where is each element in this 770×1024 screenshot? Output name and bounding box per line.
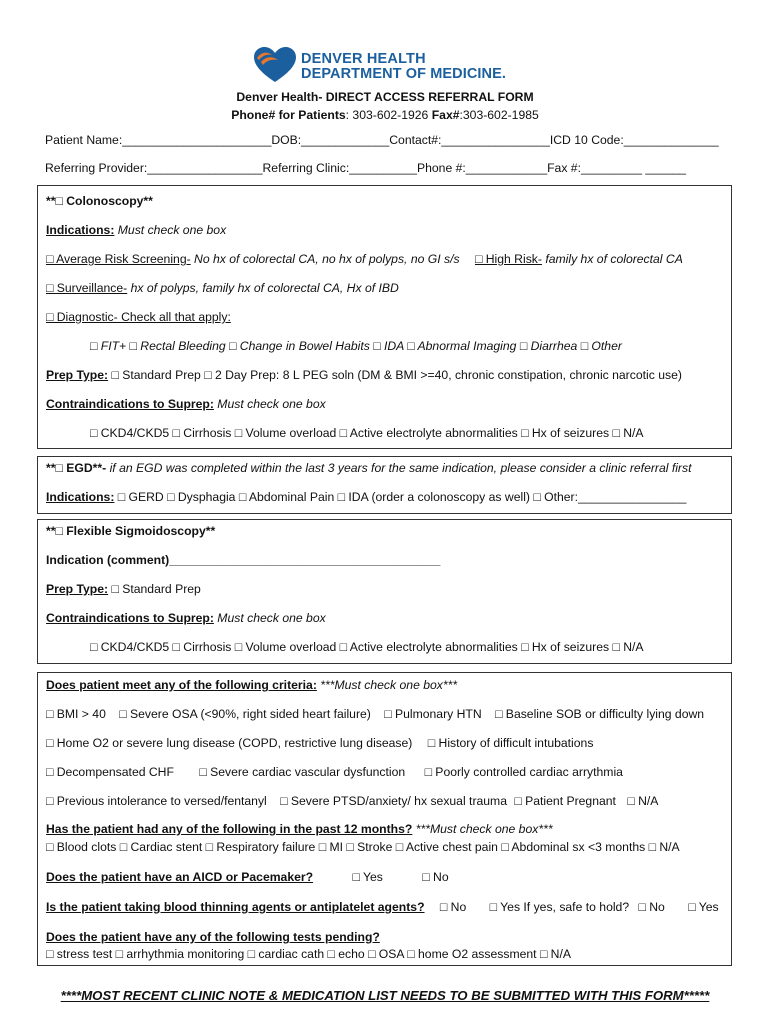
egd-title[interactable]: **□ EGD**- bbox=[46, 461, 107, 475]
egd-note: if an EGD was completed within the last 3 years for the same indication, please consider a clinic referral first bbox=[106, 461, 692, 475]
egd-indications-label: Indications: bbox=[46, 490, 115, 504]
average-risk-checkbox[interactable]: □ Average Risk Screening- bbox=[46, 252, 191, 266]
colonoscopy-contra-options[interactable]: □ CKD4/CKD5 □ Cirrhosis □ Volume overload □ Active electrolyte abnormalities □ Hx of seizures □ N/A bbox=[90, 426, 644, 440]
past-12-months-options[interactable]: □ Blood clots □ Cardiac stent □ Respiratory failure □ MI □ Stroke □ Active chest pain □ Abdominal sx <3 months □ N/A bbox=[46, 840, 680, 854]
fax-value: :303-602-1985 bbox=[459, 108, 539, 122]
tests-pending-question: Does the patient have any of the following tests pending? bbox=[46, 930, 380, 944]
high-risk-checkbox[interactable]: □ High Risk- bbox=[474, 252, 542, 266]
colonoscopy-risk-row bbox=[46, 252, 683, 266]
criteria-row-1 bbox=[46, 707, 704, 721]
average-risk-text: No hx of colorectal CA, no hx of polyps, no GI s/s bbox=[190, 252, 460, 266]
cardiac-arrythmia-checkbox[interactable]: □ Poorly controlled cardiac arrythmia bbox=[424, 765, 623, 779]
aicd-question: Does the patient have an AICD or Pacemaker? bbox=[46, 870, 314, 884]
criteria-row-4 bbox=[46, 794, 658, 808]
phone-value: : 303-602-1926 bbox=[345, 108, 432, 122]
denver-health-logo bbox=[253, 46, 523, 86]
sigmoidoscopy-section bbox=[37, 519, 732, 664]
difficult-intubation-checkbox[interactable]: □ History of difficult intubations bbox=[427, 736, 594, 750]
ptsd-checkbox[interactable]: □ Severe PTSD/anxiety/ hx sexual trauma bbox=[280, 794, 507, 808]
surveillance-checkbox[interactable]: □ Surveillance- bbox=[46, 281, 128, 295]
contact-line bbox=[0, 108, 770, 122]
sigmoid-prep-label: Prep Type: bbox=[46, 582, 109, 596]
criteria-question: Does patient meet any of the following criteria: bbox=[46, 678, 317, 692]
phone-label: Phone# for Patients bbox=[231, 108, 346, 122]
fax-label: Fax# bbox=[431, 108, 460, 122]
aicd-row bbox=[46, 870, 449, 884]
criteria-row-3 bbox=[46, 765, 623, 779]
prep-type-options[interactable]: □ Standard Prep □ 2 Day Prep: 8 L PEG soln (DM & BMI >=40, chronic constipation, chronic narcotic use) bbox=[108, 368, 682, 382]
blood-thinner-question: Is the patient taking blood thinning agents or antiplatelet agents? bbox=[46, 900, 425, 914]
surveillance-text: hx of polyps, family hx of colorectal CA, Hx of IBD bbox=[127, 281, 399, 295]
severe-osa-checkbox[interactable]: □ Severe OSA (<90%, right sided heart failure) bbox=[119, 707, 371, 721]
colonoscopy-indications bbox=[46, 223, 226, 237]
egd-indications-options[interactable]: □ GERD □ Dysphagia □ Abdominal Pain □ IDA (order a colonoscopy as well) □ Other:________________ bbox=[114, 490, 687, 504]
form-title: Denver Health- DIRECT ACCESS REFERRAL FORM bbox=[236, 90, 534, 104]
egd-section bbox=[37, 456, 732, 514]
blood-thinner-yes-checkbox[interactable]: □ Yes If yes, safe to hold? bbox=[489, 900, 630, 914]
colonoscopy-section bbox=[37, 185, 732, 449]
past-12-months-question: Has the patient had any of the following in the past 12 months? bbox=[46, 822, 413, 836]
sigmoidoscopy-contra-row bbox=[46, 611, 326, 625]
past-12-months-question-row bbox=[46, 822, 553, 836]
decompensated-chf-checkbox[interactable]: □ Decompensated CHF bbox=[46, 765, 174, 779]
contraindications-note: Must check one box bbox=[213, 397, 326, 411]
heart-logo-icon bbox=[253, 46, 297, 84]
colonoscopy-contra-row bbox=[46, 397, 326, 411]
safe-to-hold-yes-checkbox[interactable]: □ Yes bbox=[688, 900, 719, 914]
egd-title-row bbox=[46, 461, 691, 475]
pulmonary-htn-checkbox[interactable]: □ Pulmonary HTN bbox=[384, 707, 482, 721]
logo-line-2: DEPARTMENT OF MEDICINE. bbox=[301, 66, 507, 82]
criteria-section bbox=[37, 672, 732, 966]
criteria-note: ***Must check one box*** bbox=[316, 678, 458, 692]
sigmoidoscopy-indication[interactable]: Indication (comment)________________________________________ bbox=[46, 553, 441, 567]
pregnant-checkbox[interactable]: □ Patient Pregnant bbox=[514, 794, 616, 808]
sigmoidoscopy-prep-row bbox=[46, 582, 201, 596]
sigmoidoscopy-title[interactable]: **□ Flexible Sigmoidoscopy** bbox=[46, 524, 216, 538]
cardiac-dysfunction-checkbox[interactable]: □ Severe cardiac vascular dysfunction bbox=[199, 765, 406, 779]
submission-notice: ****MOST RECENT CLINIC NOTE & MEDICATION LIST NEEDS TO BE SUBMITTED WITH THIS FORM***** bbox=[60, 988, 710, 1003]
sigmoid-contra-label: Contraindications to Suprep: bbox=[46, 611, 214, 625]
sigmoidoscopy-contra-options[interactable]: □ CKD4/CKD5 □ Cirrhosis □ Volume overload □ Active electrolyte abnormalities □ Hx of seizures □ N/A bbox=[90, 640, 644, 654]
criteria-question-row bbox=[46, 678, 457, 692]
criteria-row-2 bbox=[46, 736, 593, 750]
blood-thinner-no-checkbox[interactable]: □ No bbox=[439, 900, 467, 914]
indications-note: Must check one box bbox=[114, 223, 227, 237]
aicd-yes-checkbox[interactable]: □ Yes bbox=[352, 870, 383, 884]
criteria-na-checkbox[interactable]: □ N/A bbox=[627, 794, 659, 808]
logo-line-1: DENVER HEALTH bbox=[301, 51, 426, 67]
blood-thinner-row bbox=[46, 900, 719, 914]
egd-indications-row bbox=[46, 490, 686, 504]
bmi-checkbox[interactable]: □ BMI > 40 bbox=[46, 707, 106, 721]
diagnostic-options[interactable]: □ FIT+ □ Rectal Bleeding □ Change in Bowel Habits □ IDA □ Abnormal Imaging □ Diarrhea □ Other bbox=[90, 339, 622, 353]
home-o2-checkbox[interactable]: □ Home O2 or severe lung disease (COPD, restrictive lung disease) bbox=[46, 736, 413, 750]
indications-label: Indications: bbox=[46, 223, 115, 237]
tests-pending-options[interactable]: □ stress test □ arrhythmia monitoring □ cardiac cath □ echo □ OSA □ home O2 assessment □ N/A bbox=[46, 947, 572, 961]
sigmoid-contra-note: Must check one box bbox=[213, 611, 326, 625]
versed-intolerance-checkbox[interactable]: □ Previous intolerance to versed/fentanyl bbox=[46, 794, 267, 808]
safe-to-hold-no-checkbox[interactable]: □ No bbox=[638, 900, 665, 914]
provider-info-line[interactable]: Referring Provider:_________________Referring Clinic:__________Phone #:____________Fax #:_________ ______ bbox=[45, 161, 687, 175]
high-risk-text: family hx of colorectal CA bbox=[541, 252, 683, 266]
prep-type-label: Prep Type: bbox=[46, 368, 109, 382]
colonoscopy-prep-row bbox=[46, 368, 682, 382]
patient-info-line[interactable]: Patient Name:______________________DOB:_____________Contact#:________________ICD 10 Code:______________ bbox=[45, 133, 719, 147]
sigmoid-prep-option[interactable]: □ Standard Prep bbox=[108, 582, 201, 596]
contraindications-label: Contraindications to Suprep: bbox=[46, 397, 214, 411]
baseline-sob-checkbox[interactable]: □ Baseline SOB or difficulty lying down bbox=[495, 707, 705, 721]
past-12-months-note: ***Must check one box*** bbox=[412, 822, 553, 836]
colonoscopy-title[interactable]: **□ Colonoscopy** bbox=[46, 194, 153, 208]
diagnostic-checkbox[interactable]: □ Diagnostic- Check all that apply: bbox=[46, 310, 231, 324]
aicd-no-checkbox[interactable]: □ No bbox=[422, 870, 449, 884]
colonoscopy-surveillance-row bbox=[46, 281, 399, 295]
